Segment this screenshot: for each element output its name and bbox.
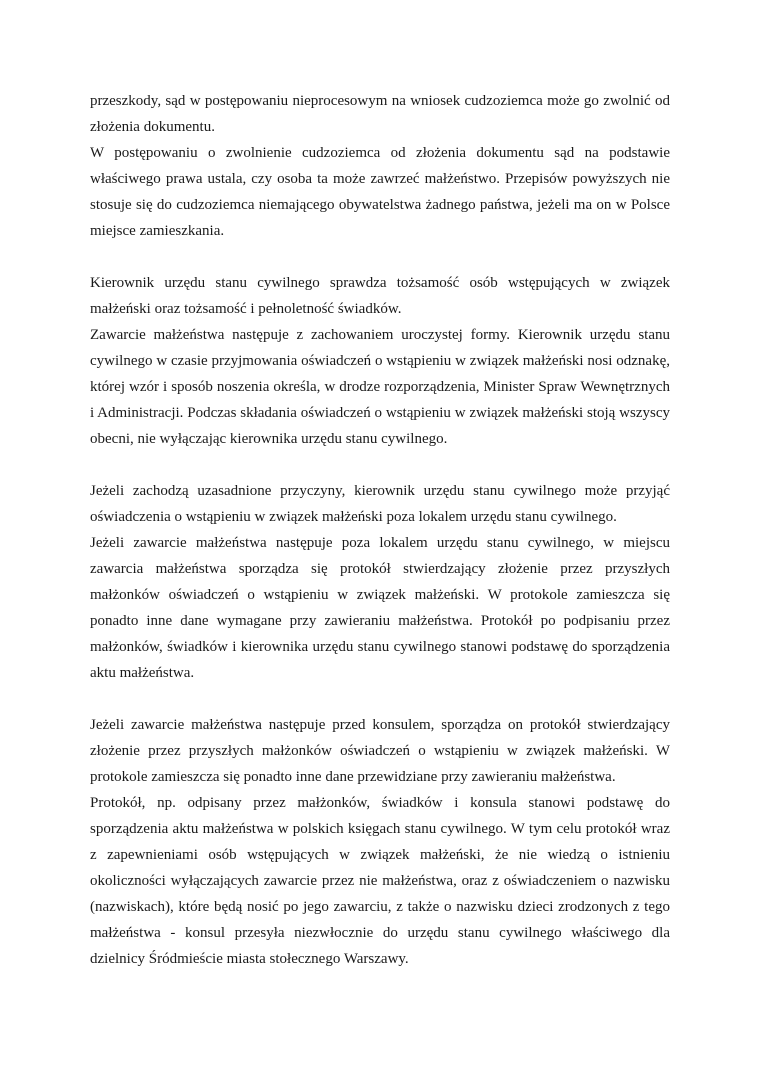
paragraph-1: przeszkody, sąd w postępowaniu nieprocesowym na wniosek cudzoziemca może go zwolnić od złożenia dokumentu.	[90, 93, 670, 135]
paragraph-5: Jeżeli zachodzą uzasadnione przyczyny, kierownik urzędu stanu cywilnego może przyjąć oświadczenia o wstąpieniu w związek małżeński poza lokalem urzędu stanu cywilnego.	[90, 483, 670, 525]
paragraph-4: Zawarcie małżeństwa następuje z zachowaniem uroczystej formy. Kierownik urzędu stanu cywilnego w czasie przyjmowania oświadczeń o wstąpieniu w związek małżeński nosi odznakę, której wzór i sposób noszenia określa, w drodze rozporządzenia, Minister Spraw Wewnętrznych i Administracji. Podczas składania oświadczeń o wstąpieniu w związek małżeński stoją wszyscy obecni, nie wyłączając kierownika urzędu stanu cywilnego.	[90, 327, 670, 447]
paragraph-8: Protokół, np. odpisany przez małżonków, świadków i konsula stanowi podstawę do sporządzenia aktu małżeństwa w polskich księgach stanu cywilnego. W tym celu protokół wraz z zapewnieniami osób wstępujących w związek małżeński, że nie wiedzą o istnieniu okoliczności wyłączających zawarcie przez nie małżeństwa, oraz z oświadczeniem o nazwisku (nazwiskach), które będą nosić po jego zawarciu, z także o nazwisku dzieci zrodzonych z tego małżeństwa - konsul przesyła niezwłocznie do urzędu stanu cywilnego właściwego dla dzielnicy Śródmieście miasta stołecznego Warszawy.	[90, 795, 670, 967]
paragraph-spacer	[90, 244, 670, 270]
paragraph-2: W postępowaniu o zwolnienie cudzoziemca od złożenia dokumentu sąd na podstawie właściwego prawa ustala, czy osoba ta może zawrzeć małżeństwo. Przepisów powyższych nie stosuje się do cudzoziemca niemającego obywatelstwa żadnego państwa, jeżeli ma on w Polsce miejsce zamieszkania.	[90, 145, 670, 239]
paragraph-7: Jeżeli zawarcie małżeństwa następuje przed konsulem, sporządza on protokół stwierdzający złożenie przez przyszłych małżonków oświadczeń o wstąpieniu w związek małżeński. W protokole zamieszcza się ponadto inne dane przewidziane przy zawieraniu małżeństwa.	[90, 717, 670, 785]
paragraph-6: Jeżeli zawarcie małżeństwa następuje poza lokalem urzędu stanu cywilnego, w miejscu zawarcia małżeństwa sporządza się protokół stwierdzający złożenie przez przyszłych małżonków oświadczeń o wstąpieniu w związek małżeński. W protokole zamieszcza się ponadto inne dane wymagane przy zawieraniu małżeństwa. Protokół po podpisaniu przez małżonków, świadków i kierownika urzędu stanu cywilnego stanowi podstawę do sporządzenia aktu małżeństwa.	[90, 535, 670, 681]
document-body	[90, 88, 670, 972]
paragraph-spacer	[90, 452, 670, 478]
paragraph-spacer	[90, 686, 670, 712]
paragraph-3: Kierownik urzędu stanu cywilnego sprawdza tożsamość osób wstępujących w związek małżeński oraz tożsamość i pełnoletność świadków.	[90, 275, 670, 317]
